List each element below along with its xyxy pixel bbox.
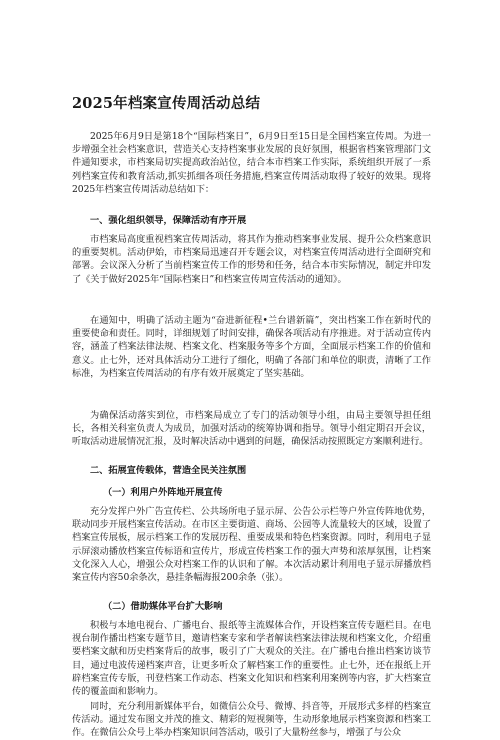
document-title: 2025年档案宣传周活动总结 xyxy=(72,95,261,112)
subsection1-paragraph: 充分发挥户外广告宣传栏、公共场所电子显示屏、公告公示栏等户外宣传阵地优势，联动同步开展档案宣传活动。在市区主要街道、商场、公园等人流量较大的区域，设置了档案宣传展板，展示档案工作的发展历程、重要成果和特色档案资源。同时，利用电子显示屏滚动播放档案宣传标语和宣传片，形成宣传档案工作的强大声势和浓厚氛围，让档案文化深入人心，增强公众对档案工作的认识和了解。本次活动累计利用电子显示屏播放档案宣传内容50余条次，悬挂条幅海报200余条（张）。 xyxy=(72,506,431,584)
subsection-heading-1: （一）利用户外阵地开展宣传 xyxy=(103,487,223,498)
section-heading-1: 一、强化组织领导，保障活动有序开展 xyxy=(90,215,247,226)
subsection2-paragraph-2: 同时，充分利用新媒体平台，如微信公众号、微博、抖音等，开展形式多样的档案宣传活动。通过发布图文并茂的推文、精彩的短视频等，生动形象地展示档案资源和档案工作。在微信公众号上举办档案知识问答活动，吸引了大量粉丝参与，增强了与公众 xyxy=(72,701,431,739)
intro-paragraph: 2025年6月9日是第18个“国际档案日”，6月9日至15日是全国档案宣传周。为进一步增强全社会档案意识，营造关心支持档案事业发展的良好氛围，根据省档案管理部门文件通知要求，市档案局切实提高政治站位，结合本市档案工作实际，系统组织开展了一系列档案宣传和教育活动,抓实抓细各项任务措施,档案宣传周活动取得了较好的效果。现将2025年档案宣传周活动总结如下： xyxy=(72,131,431,195)
subsection2-paragraph-1: 积极与本地电视台、广播电台、报纸等主流媒体合作，开设档案宣传专题栏目。在电视台制作播出档案专题节目，邀请档案专家和学者解读档案法律法规和档案文化，介绍重要档案文献和历史档案背后的故事，吸引了广大观众的关注。在广播电台推出档案访谈节目，通过电波传递档案声音，让更多听众了解档案工作的重要性。止七外，还在报纸上开辟档案宣传专版，刊登档案工作动态、档案文化知识和档案利用案例等内容，扩大档案宣传的覆盖面和影响力。 xyxy=(72,620,431,698)
section1-paragraph-1: 市档案局高度重视档案宣传周活动，将其作为推动档案事业发展、提升公众档案意识的重要契机。活动伊始，市档案局迅速召开专题会议，对档案宣传周活动进行全面研究和部署。会议深入分析了当前档案宣传工作的形势和任务，结合本市实际情况，制定并印发了《关于做好2025年“国际档案日”和档案宣传周宣传活动的通知》。 xyxy=(72,234,431,285)
section-heading-2: 二、拓展宣传载体，营造全民关注氛围 xyxy=(90,465,247,476)
section1-paragraph-2: 在通知中，明确了活动主题为“奋进新征程•兰台谱新篇”，突出档案工作在新时代的重要使命和责任。同时，详细规划了时间安排，确保各项活动有序推进。对于活动宣传内容，涵盖了档案法律法规、档案文化、档案服务等多个方面，全面展示档案工作的价值和意义。止七外，还对具体活动分工进行了细化，明确了各部门和单位的职责，清晰了工作标准，为档案宣传周活动的有序有效开展奠定了坚实基础。 xyxy=(72,315,431,379)
subsection-heading-2: （二）借助媒体平台扩大影响 xyxy=(103,601,223,612)
section1-paragraph-3: 为确保活动落实到位，市档案局成立了专门的活动领导小组，由局主要领导担任组长，各相关科室负责人为成员，加强对活动的统筹协调和指导。领导小组定期召开会议，听取活动进展情况汇报，及时解决活动中遇到的问题，确保活动按照既定方案顺利进行。 xyxy=(72,410,431,448)
